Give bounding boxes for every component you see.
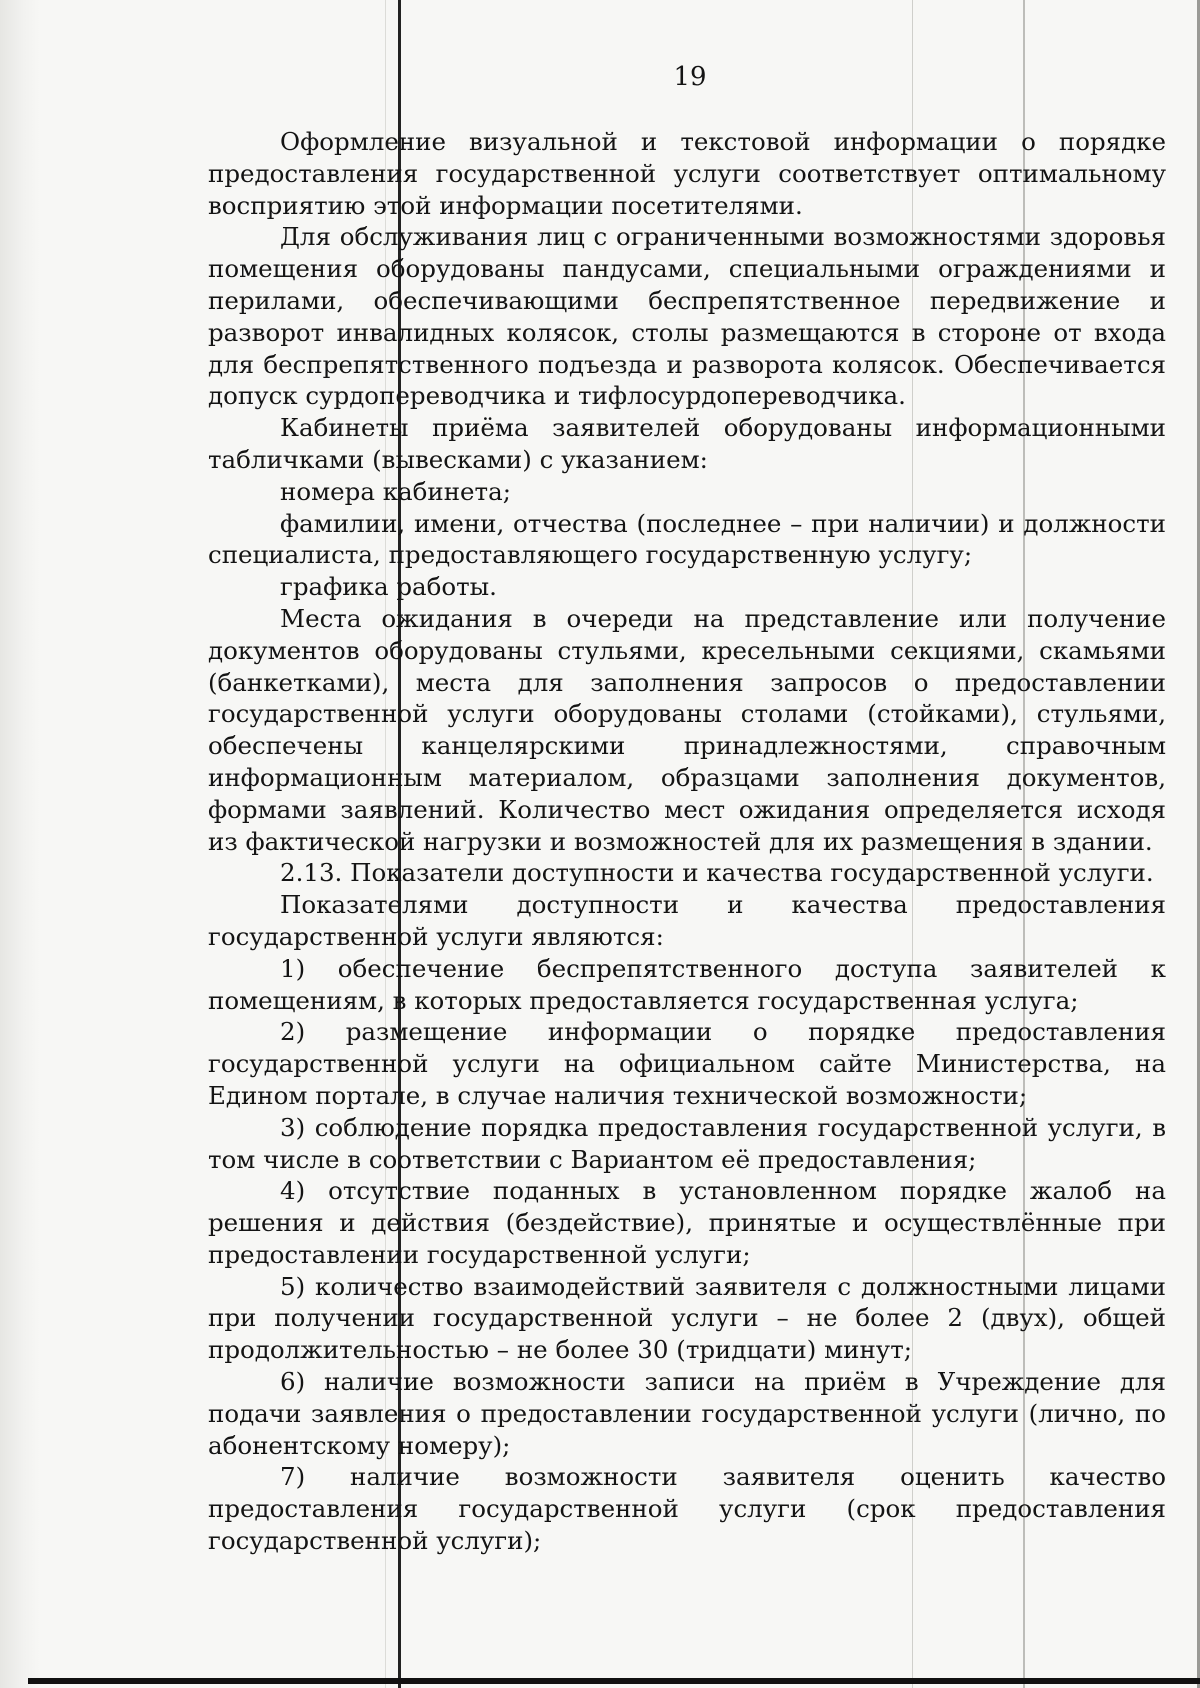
- scan-bottom-edge: [28, 1678, 1200, 1684]
- paragraph: графика работы.: [280, 572, 497, 602]
- paragraph: номера кабинета;: [280, 476, 511, 506]
- list-item: 3) соблюдение порядка предоставления государственной услуги, в том числе в соответствии с Вариантом её предоставления;: [208, 1112, 1166, 1174]
- paragraph: Для обслуживания лиц с ограниченными возможностями здоровья помещения оборудованы пандусами, специальными ограждениями и перилами, обеспечивающими беспрепятственное передвижение и разворот инвалидных колясок, столы размещаются в стороне от входа для беспрепятственного подъезда и разворота колясок. Обеспечивается допуск сурдопереводчика и тифлосурдопереводчика.: [208, 222, 1166, 411]
- paragraph: Показателями доступности и качества предоставления государственной услуги являются:: [208, 890, 1166, 951]
- document-body: [208, 126, 1166, 1557]
- paragraph: Оформление визуальной и текстовой информации о порядке предоставления государственной услуги соответствует оптимальному восприятию этой информации посетителями.: [208, 127, 1166, 220]
- list-item: 2) размещение информации о порядке предоставления государственной услуги на официальном сайте Министерства, на Едином портале, в случае наличия технической возможности;: [208, 1017, 1166, 1110]
- section-heading: 2.13. Показатели доступности и качества государственной услуги.: [280, 858, 1154, 888]
- page-number: 19: [673, 62, 707, 92]
- list-item: 7) наличие возможности заявителя оценить качество предоставления государственной услуги (срок предоставления государственной услуги);: [208, 1462, 1166, 1556]
- list-item: 1) обеспечение беспрепятственного доступа заявителей к помещениям, в которых предоставляется государственная услуга;: [208, 953, 1166, 1015]
- list-item: 6) наличие возможности записи на приём в Учреждение для подачи заявления о предоставлении государственной услуги (лично, по абонентскому номеру);: [208, 1367, 1166, 1460]
- list-item: 4) отсутствие поданных в установленном порядке жалоб на решения и действия (бездействие), принятые и осуществлённые при предоставлении государственной услуги;: [208, 1176, 1166, 1269]
- list-item: 5) количество взаимодействий заявителя с должностными лицами при получении государственной услуги – не более 2 (двух), общей продолжительностью – не более 30 (тридцати) минут;: [208, 1271, 1166, 1365]
- scan-shadow: [0, 0, 40, 1688]
- paragraph: Кабинеты приёма заявителей оборудованы информационными табличками (вывесками) с указанием:: [208, 413, 1166, 474]
- paragraph: фамилии, имени, отчества (последнее – при наличии) и должности специалиста, предоставляющего государственную услугу;: [208, 508, 1166, 570]
- paragraph: Места ожидания в очереди на представление или получение документов оборудованы стульями, кресельными секциями, скамьями (банкетками), места для заполнения запросов о предоставлении государственной услуги оборудованы столами (стойками), стульями, обеспечены канцелярскими принадлежностями, справочным информационным материалом, образцами заполнения документов, формами заявлений. Количество мест ожидания определяется исходя из фактической нагрузки и возможностей для их размещения в здании.: [208, 603, 1166, 856]
